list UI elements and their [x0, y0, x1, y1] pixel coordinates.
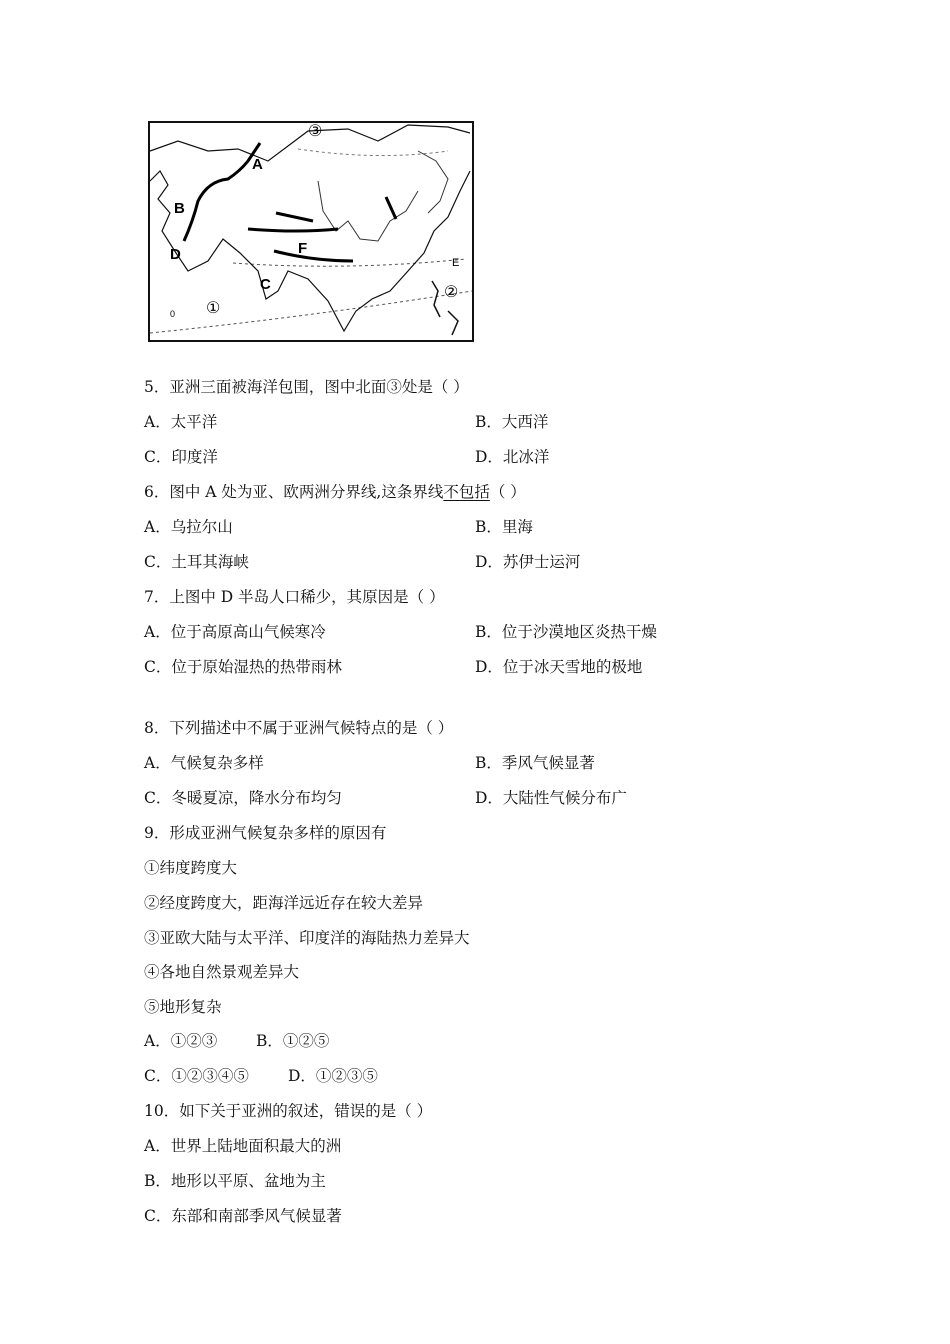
q6-stem-pre: 6．图中 A 处为亚、欧两洲分界线,这条界线: [144, 483, 444, 501]
q8-option-b: B．季风气候显著: [475, 754, 595, 772]
map-label-a: A: [252, 156, 263, 173]
q8-stem: 8．下列描述中不属于亚洲气候特点的是（ ）: [144, 719, 454, 737]
map-label-zero: 0: [170, 309, 176, 319]
q5-option-d: D．北冰洋: [475, 448, 550, 466]
q8-option-d: D．大陆性气候分布广: [475, 789, 627, 807]
map-label-circle-2: ②: [444, 282, 459, 301]
q9-item-1: ①纬度跨度大: [144, 859, 238, 877]
q6-option-b: B．里海: [475, 518, 533, 536]
q5-stem: 5．亚洲三面被海洋包围，图中北面③处是（ ）: [144, 378, 469, 396]
q8-option-a: A．气候复杂多样: [144, 754, 264, 772]
q10-stem: 10．如下关于亚洲的叙述，错误的是（ ）: [144, 1102, 433, 1120]
q9-option-a: A．①②③: [144, 1032, 218, 1050]
map-label-f: F: [298, 240, 308, 257]
q8-option-c: C．冬暖夏凉，降水分布均匀: [144, 789, 342, 807]
map-label-b: B: [174, 200, 185, 217]
q5-option-c: C．印度洋: [144, 448, 218, 466]
map-label-d: D: [170, 246, 181, 263]
q9-item-2: ②经度跨度大，距海洋远近存在较大差异: [144, 894, 424, 912]
q7-stem: 7．上图中 D 半岛人口稀少，其原因是（ ）: [144, 588, 445, 606]
map-label-c: C: [260, 276, 271, 293]
q5-option-b: B．大西洋: [475, 413, 549, 431]
q7-option-a: A．位于高原高山气候寒冷: [144, 623, 326, 641]
q9-stem: 9．形成亚洲气候复杂多样的原因有: [144, 824, 387, 842]
q7-option-b: B．位于沙漠地区炎热干燥: [475, 623, 657, 641]
q9-option-c: C．①②③④⑤: [144, 1067, 249, 1085]
q6-stem: [144, 482, 526, 502]
q6-stem-underlined: 不包括: [443, 483, 490, 501]
map-label-circle-1: ①: [206, 298, 221, 317]
q7-option-d: D．位于冰天雪地的极地: [475, 658, 643, 676]
q9-item-3: ③亚欧大陆与太平洋、印度洋的海陆热力差异大: [144, 929, 470, 947]
q5-option-a: A．太平洋: [144, 413, 218, 431]
q9-item-4: ④各地自然景观差异大: [144, 963, 300, 981]
q9-item-5: ⑤地形复杂: [144, 998, 222, 1016]
q6-stem-post: （ ）: [489, 483, 526, 501]
q6-option-d: D．苏伊士运河: [475, 553, 581, 571]
map-label-e: E: [452, 257, 460, 269]
q10-option-b: B．地形以平原、盆地为主: [144, 1172, 326, 1190]
asia-map-figure: [148, 121, 474, 342]
q6-option-a: A．乌拉尔山: [144, 518, 233, 536]
q7-option-c: C．位于原始湿热的热带雨林: [144, 658, 342, 676]
q10-option-c: C．东部和南部季风气候显著: [144, 1207, 342, 1225]
q10-option-a: A．世界上陆地面积最大的洲: [144, 1137, 342, 1155]
q9-option-b: B．①②⑤: [256, 1032, 330, 1050]
q9-option-d: D．①②③⑤: [288, 1067, 378, 1085]
q6-option-c: C．土耳其海峡: [144, 553, 249, 571]
map-label-circle-3: ③: [308, 121, 323, 140]
